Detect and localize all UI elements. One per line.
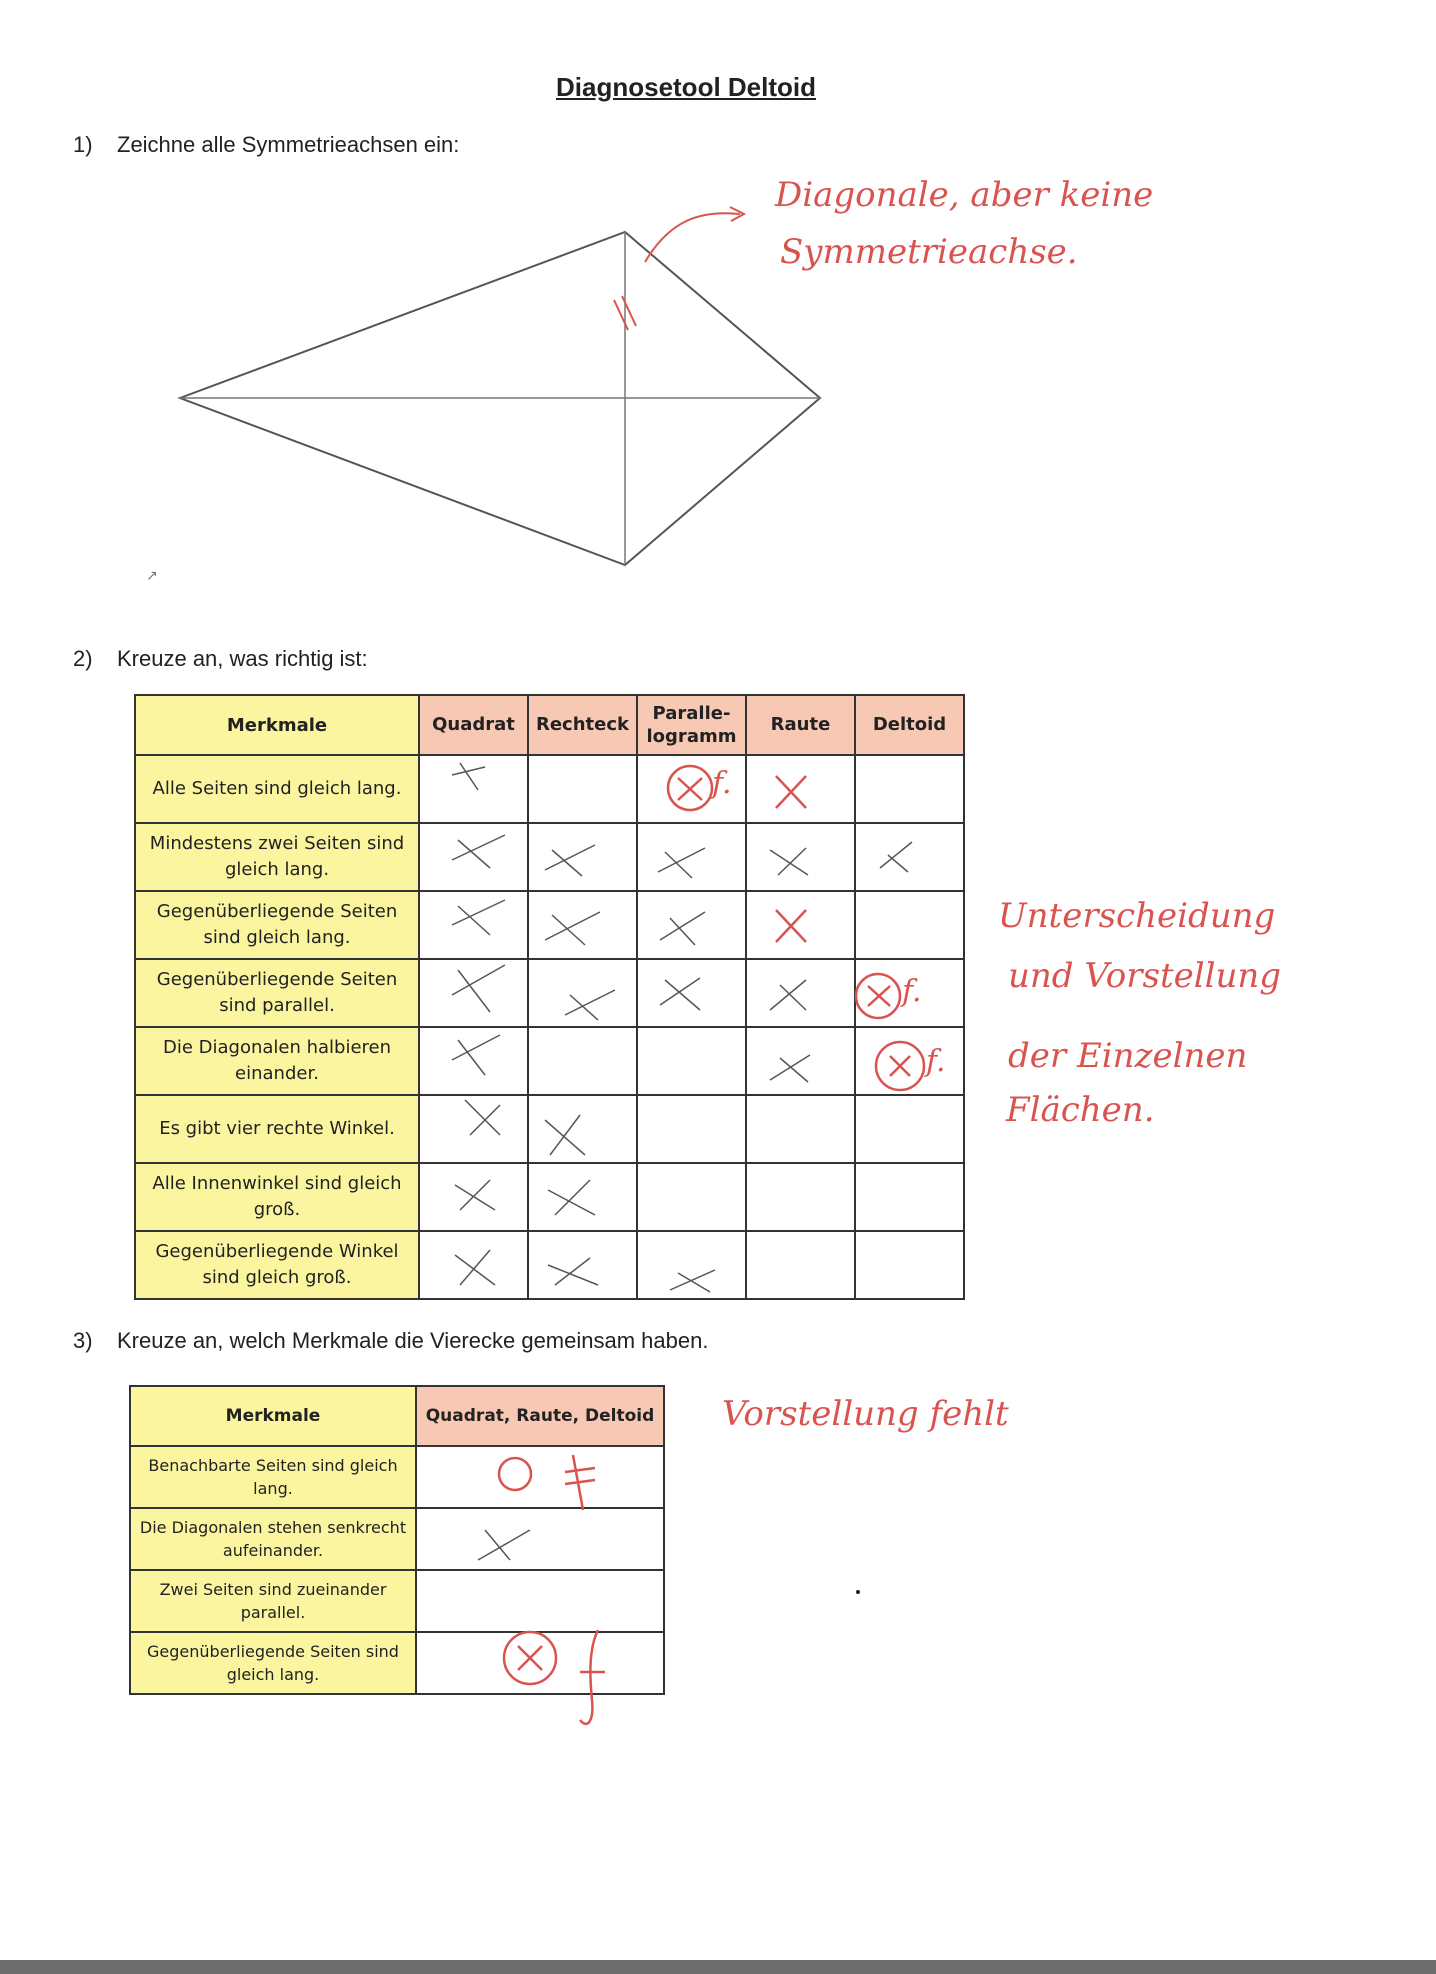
row-feature: Die Diagonalen stehen senkrecht aufeinander.: [130, 1508, 416, 1570]
scan-edge: [0, 1960, 1436, 1974]
table1-note-line-2: und Vorstellung: [1008, 956, 1282, 996]
row-feature: Alle Innenwinkel sind gleich groß.: [135, 1163, 419, 1231]
row-feature: Mindestens zwei Seiten sind gleich lang.: [135, 823, 419, 891]
f-mark: f.: [926, 1044, 946, 1079]
row-feature: Benachbarte Seiten sind gleich lang.: [130, 1446, 416, 1508]
header-parallelogramm: Paralle- logramm: [637, 695, 746, 755]
header-quadrat: Quadrat: [419, 695, 528, 755]
task-2-number: 2): [73, 646, 93, 671]
task-3-number: 3): [73, 1328, 93, 1353]
task-1-number: 1): [73, 132, 93, 157]
row-feature: Alle Seiten sind gleich lang.: [135, 755, 419, 823]
pencil-crosses: [452, 763, 912, 1292]
task-2-text: Kreuze an, was richtig ist:: [117, 646, 368, 671]
header-deltoid: Deltoid: [855, 695, 964, 755]
diagonal-annotation-line-1: Diagonale, aber keine: [775, 175, 1154, 215]
table2-marks: [0, 1380, 1436, 1740]
row-feature: Gegenüberliegende Seiten sind gleich lang.: [130, 1632, 416, 1694]
row-feature: Gegenüberliegende Seiten sind gleich lang.: [135, 891, 419, 959]
header-merkmale: Merkmale: [130, 1386, 416, 1446]
f-mark: f.: [902, 974, 922, 1009]
row-feature: Die Diagonalen halbieren einander.: [135, 1027, 419, 1095]
diagonal-annotation-line-2: Symmetrieachse.: [780, 232, 1078, 272]
page-title: Diagnosetool Deltoid: [556, 72, 816, 102]
table1-note-line-4: Flächen.: [1006, 1090, 1155, 1130]
table1-note-line-1: Unterscheidung: [998, 896, 1276, 936]
row-feature: Gegenüberliegende Seiten sind parallel.: [135, 959, 419, 1027]
header-raute: Raute: [746, 695, 855, 755]
header-merkmale: Merkmale: [135, 695, 419, 755]
task-3: [73, 1328, 708, 1354]
stray-mark: ↗: [146, 568, 158, 584]
header-quadrat-raute-deltoid: Quadrat, Raute, Deltoid: [416, 1386, 664, 1446]
row-feature: Es gibt vier rechte Winkel.: [135, 1095, 419, 1163]
f-mark: f.: [712, 766, 732, 801]
table1-note-line-3: der Einzelnen: [1008, 1036, 1248, 1076]
header-rechteck: Rechteck: [528, 695, 637, 755]
row-feature: Zwei Seiten sind zueinander parallel.: [130, 1570, 416, 1632]
task-3-text: Kreuze an, welch Merkmale die Vierecke gemeinsam haben.: [117, 1328, 709, 1353]
red-corrections: [668, 766, 924, 1090]
task-1-text: Zeichne alle Symmetrieachsen ein:: [117, 132, 460, 157]
table2-note: Vorstellung fehlt: [722, 1394, 1009, 1434]
row-feature: Gegenüberliegende Winkel sind gleich groß.: [135, 1231, 419, 1299]
